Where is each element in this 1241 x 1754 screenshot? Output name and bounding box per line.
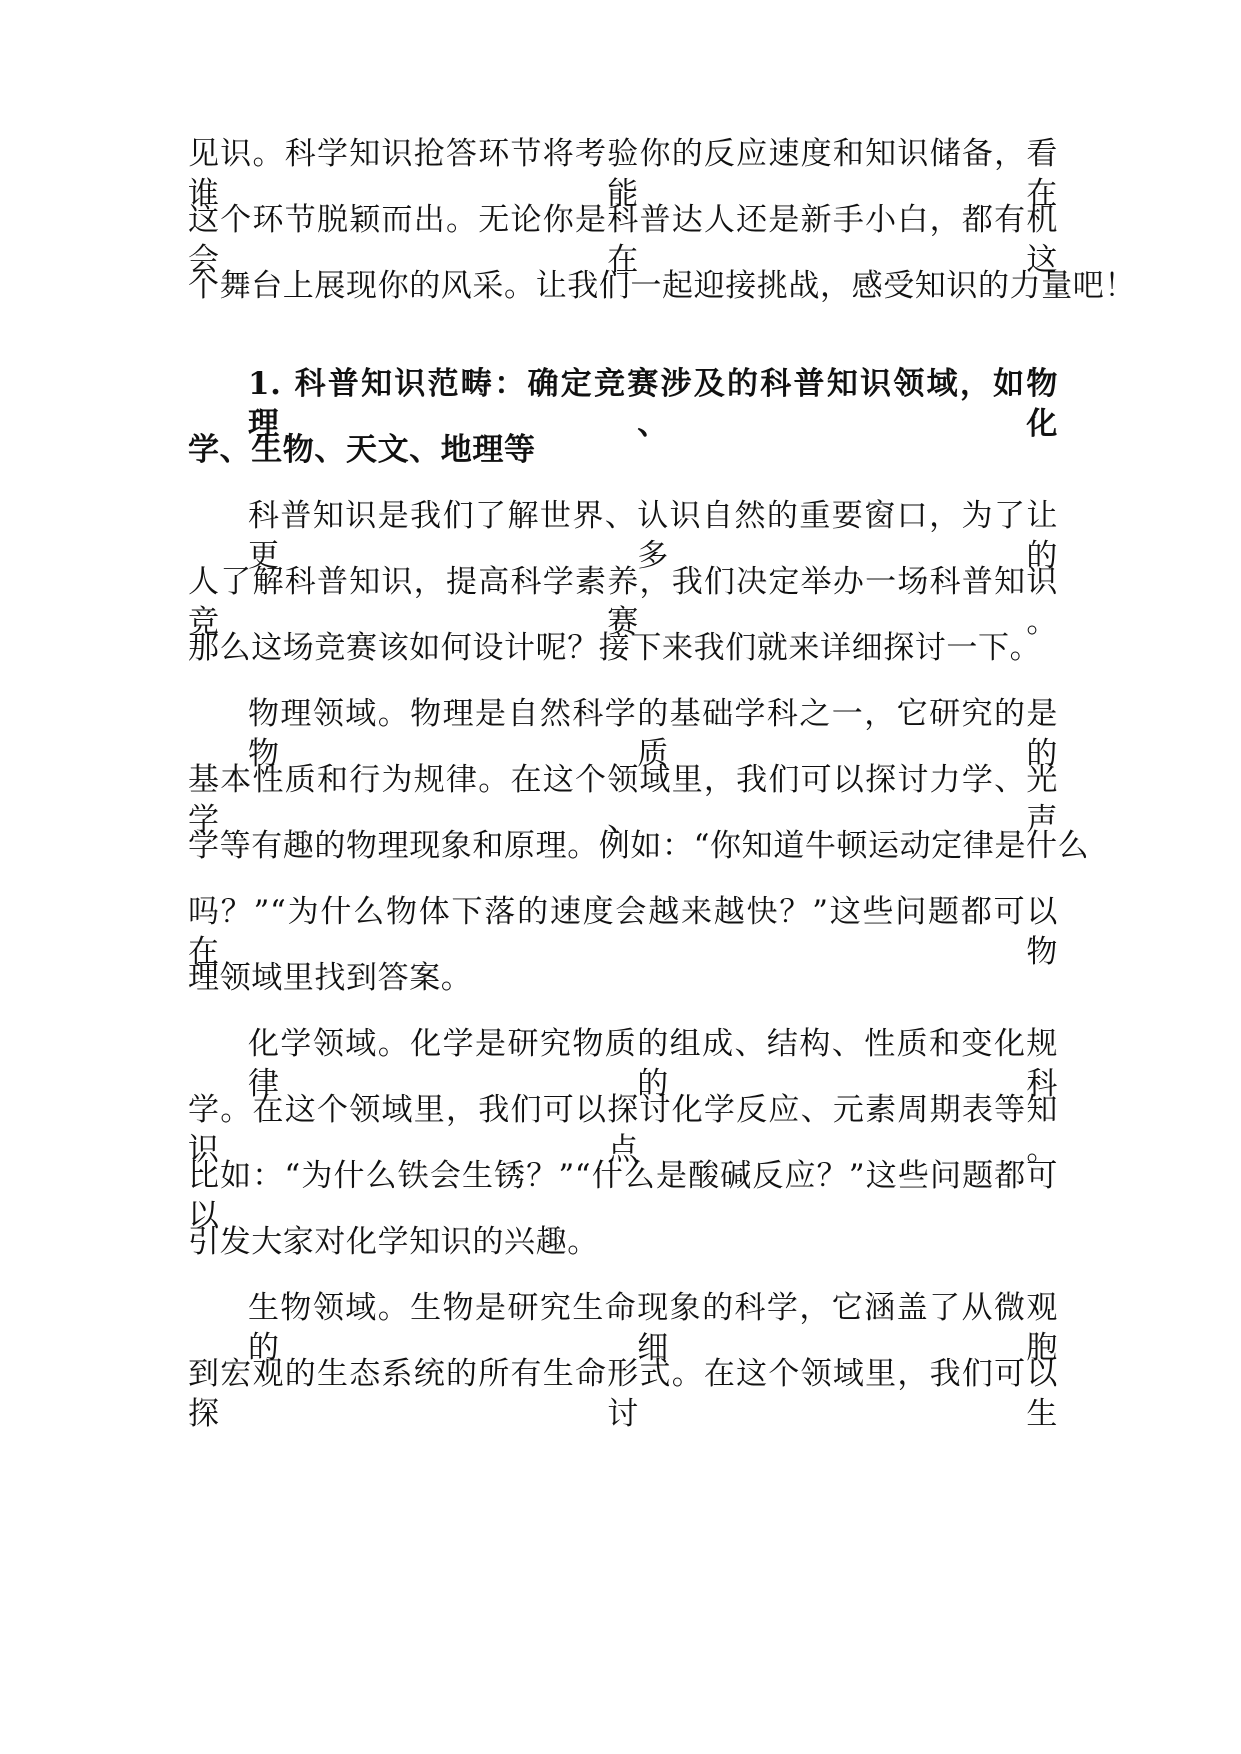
paragraph-line: 引发大家对化学知识的兴趣。 bbox=[188, 1224, 599, 1260]
section-heading: 1. 科普知识范畴：确定竞赛涉及的科普知识领域，如物理、化 bbox=[248, 366, 1058, 442]
paragraph-line: 基本性质和行为规律。在这个领域里，我们可以探讨力学、光学、声 bbox=[188, 762, 1058, 838]
paragraph-line: 学等有趣的物理现象和原理。例如：“你知道牛顿运动定律是什么 bbox=[188, 828, 1090, 864]
intro-line: 这个环节脱颖而出。无论你是科普达人还是新手小白，都有机会在这 bbox=[188, 202, 1058, 278]
paragraph-line: 化学领域。化学是研究物质的组成、结构、性质和变化规律的科 bbox=[248, 1026, 1058, 1102]
intro-line: 个舞台上展现你的风采。让我们一起迎接挑战，感受知识的力量吧！ bbox=[188, 268, 1136, 304]
intro-line: 见识。科学知识抢答环节将考验你的反应速度和知识储备，看谁能在 bbox=[188, 136, 1058, 212]
paragraph-line: 科普知识是我们了解世界、认识自然的重要窗口，为了让更多的 bbox=[248, 498, 1058, 574]
paragraph-line: 吗？”“为什么物体下落的速度会越来越快？”这些问题都可以在物 bbox=[188, 894, 1058, 970]
paragraph-line: 那么这场竞赛该如何设计呢？接下来我们就来详细探讨一下。 bbox=[188, 630, 1042, 666]
paragraph-line: 理领域里找到答案。 bbox=[188, 960, 473, 996]
paragraph-line: 物理领域。物理是自然科学的基础学科之一，它研究的是物质的 bbox=[248, 696, 1058, 772]
paragraph-line: 比如：“为什么铁会生锈？”“什么是酸碱反应？”这些问题都可以 bbox=[188, 1158, 1058, 1234]
paragraph-line: 到宏观的生态系统的所有生命形式。在这个领域里，我们可以探讨生 bbox=[188, 1356, 1058, 1432]
paragraph-line: 人了解科普知识，提高科学素养，我们决定举办一场科普知识竞赛。 bbox=[188, 564, 1058, 640]
section-heading: 学、生物、天文、地理等 bbox=[188, 432, 536, 468]
paragraph-line: 学。在这个领域里，我们可以探讨化学反应、元素周期表等知识点。 bbox=[188, 1092, 1058, 1168]
paragraph-line: 生物领域。生物是研究生命现象的科学，它涵盖了从微观的细胞 bbox=[248, 1290, 1058, 1366]
